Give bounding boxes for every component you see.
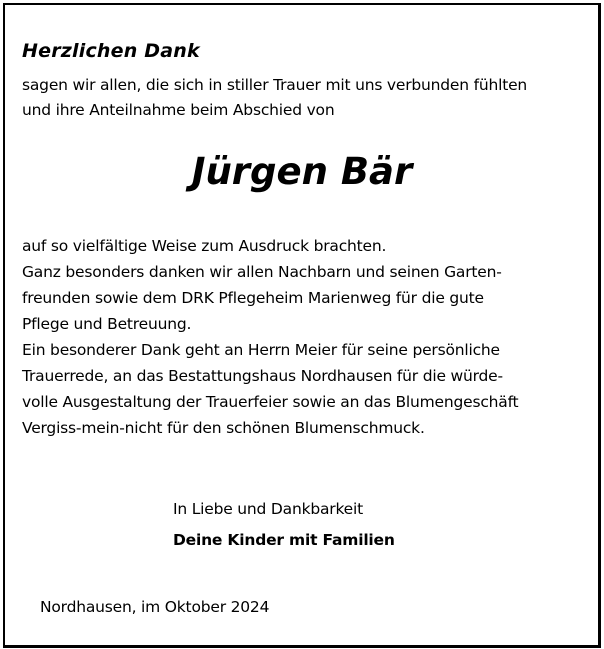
intro-line: sagen wir allen, die sich in stiller Trauer mit uns verbunden fühlten	[22, 76, 528, 94]
body-line: Trauerrede, an das Bestattungshaus Nordhausen für die würde-	[22, 367, 503, 385]
intro-text	[22, 73, 527, 123]
body-text	[22, 233, 518, 441]
body-line: Pflege und Betreuung.	[22, 315, 192, 333]
body-line: volle Ausgestaltung der Trauerfeier sowie an das Blumengeschäft	[22, 393, 519, 411]
closing-phrase: In Liebe und Dankbarkeit	[173, 500, 364, 518]
body-line: Ein besonderer Dank geht an Herrn Meier für seine persönliche	[22, 341, 500, 359]
place-date: Nordhausen, im Oktober 2024	[40, 598, 270, 616]
deceased-name: Jürgen Bär	[191, 150, 413, 193]
body-line: auf so vielfältige Weise zum Ausdruck brachten.	[22, 237, 387, 255]
notice-heading: Herzlichen Dank	[22, 40, 200, 62]
signature: Deine Kinder mit Familien	[173, 531, 395, 549]
body-line: Vergiss-mein-nicht für den schönen Blumenschmuck.	[22, 419, 425, 437]
body-line: freunden sowie dem DRK Pflegeheim Marienweg für die gute	[22, 289, 484, 307]
body-line: Ganz besonders danken wir allen Nachbarn und seinen Garten-	[22, 263, 502, 281]
intro-line: und ihre Anteilnahme beim Abschied von	[22, 101, 335, 119]
